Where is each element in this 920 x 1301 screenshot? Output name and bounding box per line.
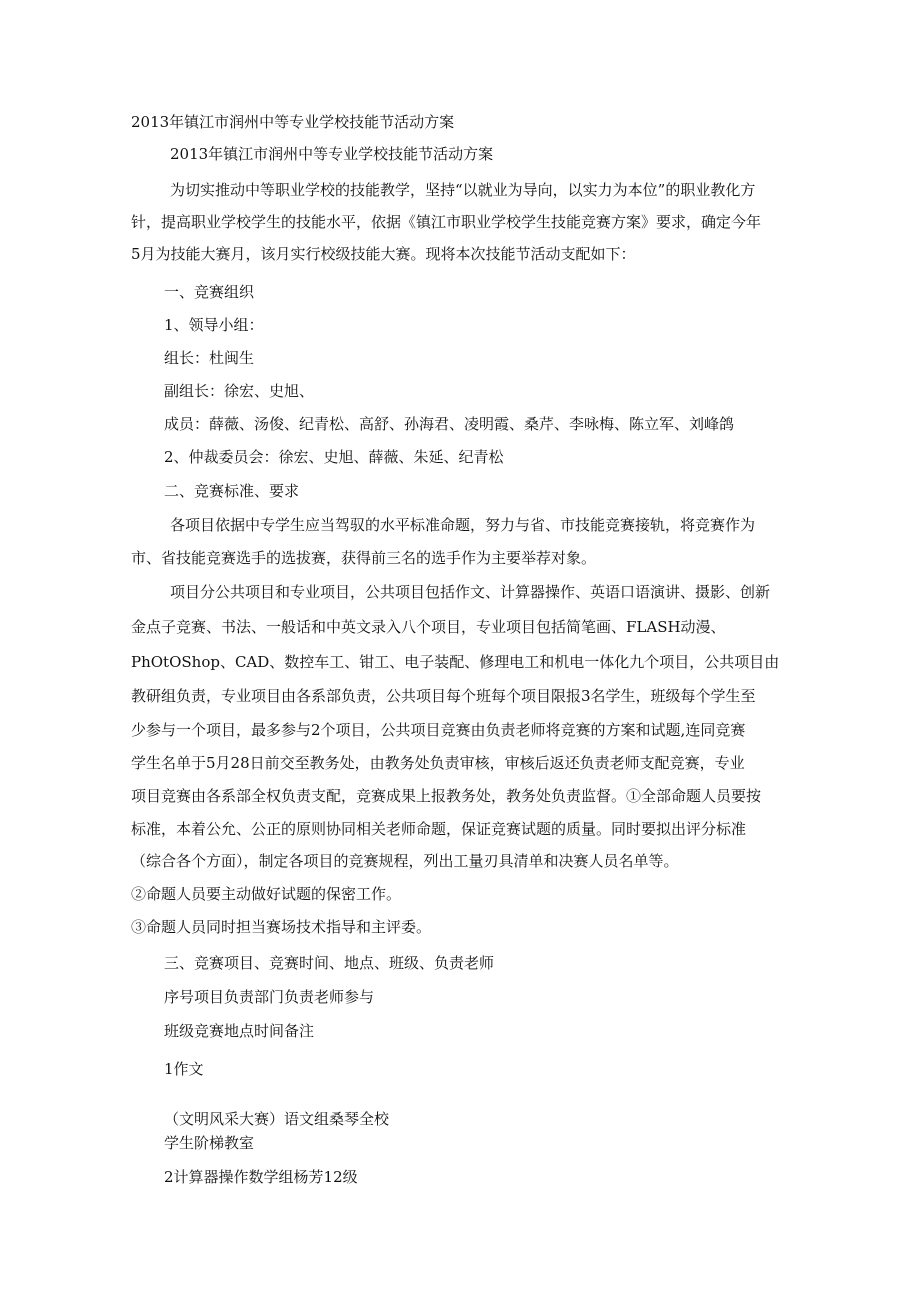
projects-line-6: 学生名单于5月28日前交至教务处，由教务处负责审核，审核后返还负责老师支配竞赛，专业 bbox=[131, 754, 745, 772]
projects-line-5: 少参与一个项目，最多参与2个项目，公共项目竞赛由负责老师将竞赛的方案和试题,连同竞赛 bbox=[131, 721, 746, 739]
document-title: 2013年镇江市润州中等专业学校技能节活动方案 bbox=[170, 145, 494, 163]
table-row-1-location: 学生阶梯教室 bbox=[164, 1134, 255, 1152]
projects-line-3: PhOtOShop、CAD、数控车工、钳工、电子装配、修理电工和机电一体化九个项目，公共项目由 bbox=[131, 653, 780, 671]
header-title: 2013年镇江市润州中等专业学校技能节活动方案 bbox=[131, 113, 455, 131]
table-row-1-detail: （文明风采大赛）语文组桑琴全校 bbox=[164, 1110, 390, 1128]
members: 成员：薛薇、汤俊、纪青松、高舒、孙海君、凌明霞、桑芹、李咏梅、陈立军、刘峰鸽 bbox=[164, 415, 735, 433]
table-row-2: 2计算器操作数学组杨芳12级 bbox=[164, 1168, 358, 1186]
section-2-heading: 二、竞赛标准、要求 bbox=[164, 482, 300, 500]
standards-line-1: 各项目依据中专学生应当驾驭的水平标准命题，努力与省、市技能竞赛接轨，将竞赛作为 bbox=[170, 516, 756, 534]
table-row-1-number-project: 1作文 bbox=[164, 1060, 204, 1078]
vice-leader: 副组长：徐宏、史旭、 bbox=[164, 382, 315, 400]
projects-line-1: 项目分公共项目和专业项目，公共项目包括作文、计算器操作、英语口语演讲、摄影、创新 bbox=[170, 583, 771, 601]
projects-line-9: （综合各个方面），制定各项目的竞赛规程，列出工量刃具清单和决赛人员名单等。 bbox=[131, 852, 679, 870]
arbitration-committee: 2、仲裁委员会：徐宏、史旭、薛薇、朱延、纪青松 bbox=[164, 448, 504, 466]
intro-line-1: 为切实推动中等职业学校的技能教学，坚持“以就业为导向，以实力为本位”的职业教化方 bbox=[170, 181, 756, 199]
leader: 组长：杜闽生 bbox=[164, 349, 255, 367]
leadership-heading: 1、领导小组： bbox=[164, 316, 264, 334]
projects-line-8: 标准，本着公允、公正的原则协同相关老师命题，保证竞赛试题的质量。同时要拟出评分标准 bbox=[131, 820, 747, 838]
section-3-heading: 三、竞赛项目、竞赛时间、地点、班级、负责老师 bbox=[164, 954, 495, 972]
section-1-heading: 一、竞赛组织 bbox=[164, 283, 255, 301]
intro-line-3: 5月为技能大赛月，该月实行校级技能大赛。现将本次技能节活动支配如下： bbox=[131, 245, 636, 263]
standards-line-2: 市、省技能竞赛选手的选拔赛，获得前三名的选手作为主要举荐对象。 bbox=[131, 549, 597, 567]
intro-line-2: 针，提高职业学校学生的技能水平，依据《镇江市职业学校学生技能竞赛方案》要求，确定今年 bbox=[131, 213, 762, 231]
judge-note: ③命题人员同时担当赛场技术指导和主评委。 bbox=[131, 918, 432, 936]
confidentiality-note: ②命题人员要主动做好试题的保密工作。 bbox=[131, 885, 402, 903]
projects-line-2: 金点子竞赛、书法、一般话和中英文录入八个项目，专业项目包括简笔画、FLASH动漫、 bbox=[131, 618, 726, 636]
projects-line-7: 项目竞赛由各系部全权负责支配，竞赛成果上报教务处，教务处负责监督。①全部命题人员要按 bbox=[131, 787, 762, 805]
table-header-line-2: 班级竞赛地点时间备注 bbox=[164, 1022, 315, 1040]
projects-line-4: 教研组负责，专业项目由各系部负责，公共项目每个班每个项目限报3名学生，班级每个学生至 bbox=[131, 687, 756, 705]
table-header-line-1: 序号项目负责部门负责老师参与 bbox=[164, 988, 375, 1006]
